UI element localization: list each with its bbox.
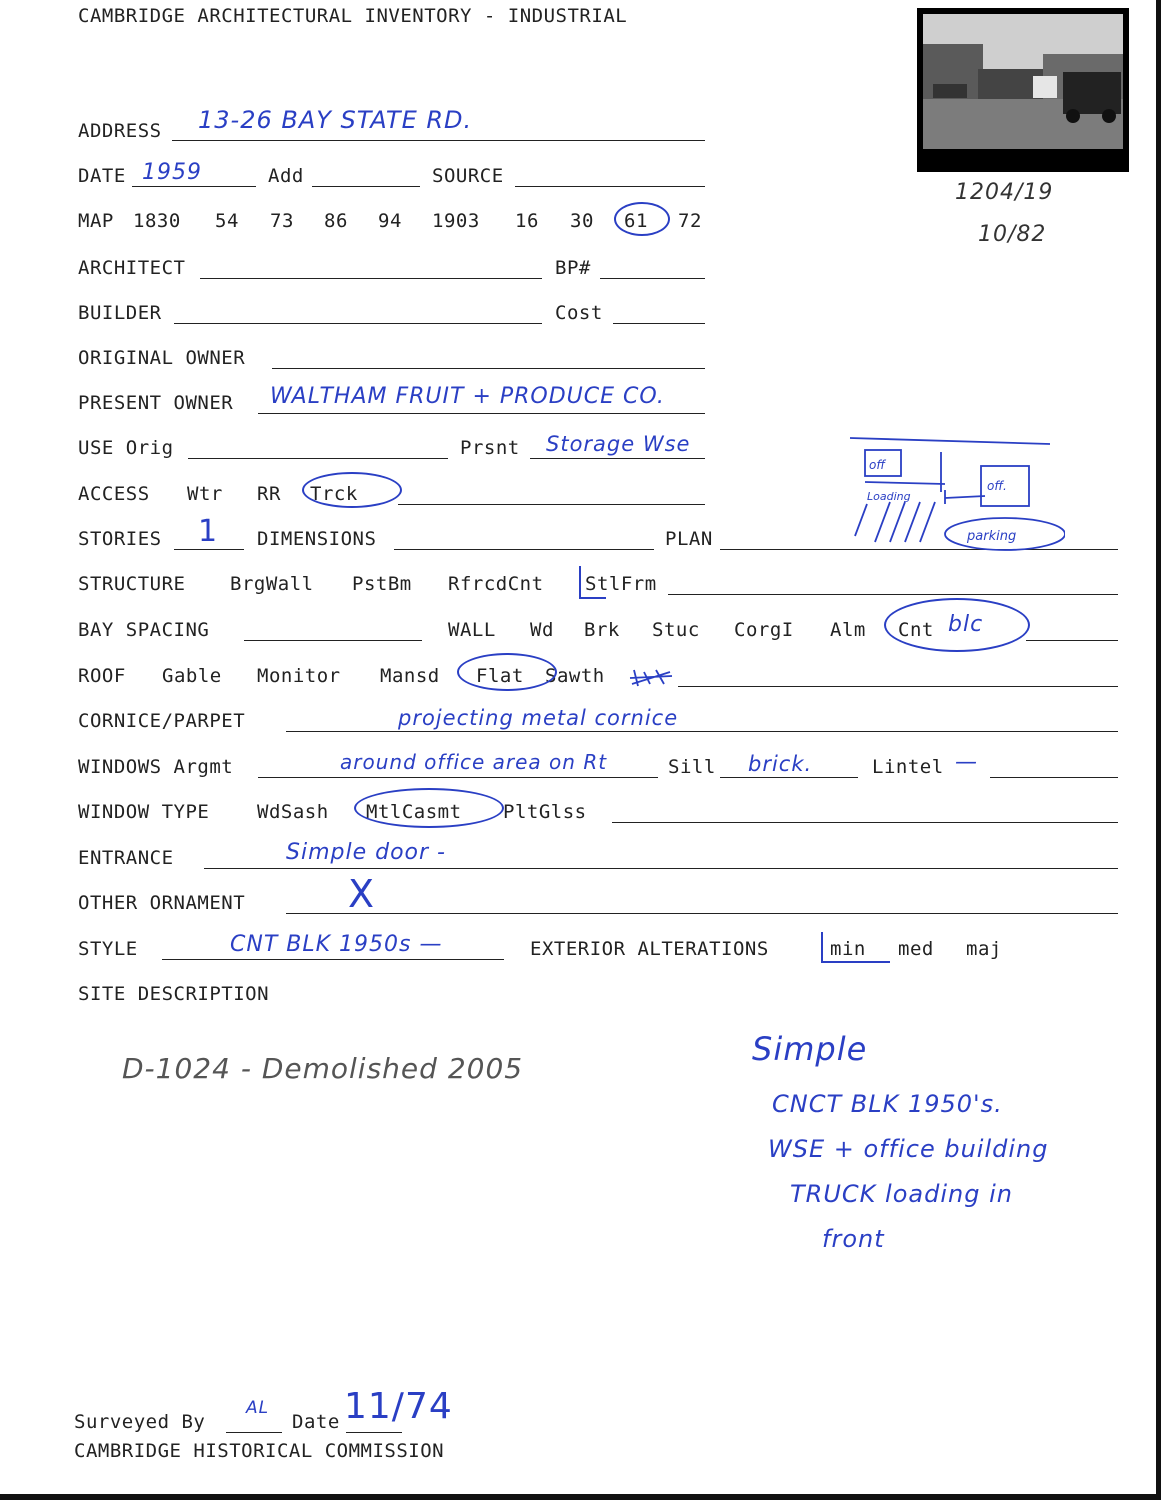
surveyed-by-value: AL xyxy=(246,1398,270,1418)
survey-date-line xyxy=(346,1432,402,1433)
exterior-alterations-label: EXTERIOR ALTERATIONS xyxy=(530,938,769,960)
map-30: 30 xyxy=(570,210,594,232)
photo-note-line2: 10/82 xyxy=(978,222,1047,247)
map-86: 86 xyxy=(324,210,348,232)
window-type-circle xyxy=(354,788,504,828)
use-present-label: Prsnt xyxy=(460,437,520,459)
summary-line3: WSE + office building xyxy=(768,1135,1049,1163)
structure-rfrcdcnt: RfrcdCnt xyxy=(448,573,544,595)
roof-gable: Gable xyxy=(162,665,222,687)
access-wtr: Wtr xyxy=(187,483,223,505)
map-61-circle xyxy=(614,202,670,236)
wall-value: blc xyxy=(948,612,984,637)
window-type-wdsash: WdSash xyxy=(257,801,329,823)
roof-label: ROOF xyxy=(78,665,126,687)
cornice-label: CORNICE/PARPET xyxy=(78,710,246,732)
window-type-label: WINDOW TYPE xyxy=(78,801,210,823)
map-16: 16 xyxy=(515,210,539,232)
access-line xyxy=(398,504,705,505)
original-owner-label: ORIGINAL OWNER xyxy=(78,347,246,369)
exterior-alterations-maj: maj xyxy=(966,938,1002,960)
stories-label: STORIES xyxy=(78,528,162,550)
photo-note-line1: 1204/19 xyxy=(955,180,1054,205)
form-title: CAMBRIDGE ARCHITECTURAL INVENTORY - INDUSTRIAL xyxy=(78,5,628,27)
stories-value: 1 xyxy=(198,514,219,549)
builder-label: BUILDER xyxy=(78,302,162,324)
wall-label: WALL xyxy=(448,619,496,641)
roof-mansd: Mansd xyxy=(380,665,440,687)
style-line xyxy=(162,959,504,960)
architect-label: ARCHITECT xyxy=(78,257,186,279)
structure-pstbm: PstBm xyxy=(352,573,412,595)
wall-cnt: Cnt xyxy=(898,619,934,641)
wall-stuc: Stuc xyxy=(652,619,700,641)
add-label: Add xyxy=(268,165,304,187)
access-trck: Trck xyxy=(310,483,358,505)
map-54: 54 xyxy=(215,210,239,232)
plan-label-parking: parking xyxy=(967,529,1017,544)
structure-stlfrm-mark xyxy=(574,562,608,602)
entrance-label: ENTRANCE xyxy=(78,847,174,869)
address-value: 13-26 BAY STATE RD. xyxy=(198,106,473,134)
source-line xyxy=(515,186,705,187)
cornice-line xyxy=(286,731,1118,732)
stories-line xyxy=(174,549,244,550)
present-owner-label: PRESENT OWNER xyxy=(78,392,234,414)
date-label: DATE xyxy=(78,165,126,187)
windows-value: around office area on Rt xyxy=(340,750,608,774)
windows-label: WINDOWS Argmt xyxy=(78,756,234,778)
plan-label: PLAN xyxy=(665,528,713,550)
windows-sill-value: brick. xyxy=(748,752,813,776)
style-label: STYLE xyxy=(78,938,138,960)
access-label: ACCESS xyxy=(78,483,150,505)
dimensions-line xyxy=(394,549,654,550)
scan-edge-bottom xyxy=(0,1494,1161,1500)
dimensions-label: DIMENSIONS xyxy=(257,528,377,550)
demolished-note: D-1024 - Demolished 2005 xyxy=(122,1052,524,1085)
use-present-value: Storage Wse xyxy=(546,432,691,456)
date-line xyxy=(132,186,256,187)
site-description-label: SITE DESCRIPTION xyxy=(78,983,270,1005)
source-label: SOURCE xyxy=(432,165,504,187)
summary-line2: CNCT BLK 1950's. xyxy=(772,1090,1003,1118)
plan-label-loading: Loading xyxy=(867,490,911,503)
original-owner-line xyxy=(272,368,705,369)
windows-lintel-value: — xyxy=(955,750,978,775)
map-label: MAP xyxy=(78,210,114,232)
wall-cnt-circle xyxy=(884,598,1030,652)
present-owner-line xyxy=(258,413,705,414)
cost-line xyxy=(613,323,705,324)
wall-line xyxy=(1026,640,1118,641)
access-trck-circle xyxy=(302,472,402,508)
other-ornament-value: X xyxy=(348,872,376,916)
surveyed-by-label: Surveyed By xyxy=(74,1411,206,1433)
wall-alm: Alm xyxy=(830,619,866,641)
roof-flat-circle xyxy=(457,653,557,691)
windows-sill-line xyxy=(720,777,858,778)
roof-scribble-mark xyxy=(626,664,676,690)
cost-label: Cost xyxy=(555,302,603,324)
exterior-alterations-min-mark xyxy=(816,930,894,968)
structure-stlfrm: StlFrm xyxy=(585,573,657,595)
structure-label: STRUCTURE xyxy=(78,573,186,595)
window-type-pltglss: PltGlss xyxy=(503,801,587,823)
exterior-alterations-min: min xyxy=(830,938,866,960)
address-line xyxy=(172,140,705,141)
bay-spacing-label: BAY SPACING xyxy=(78,619,210,641)
use-orig-label: USE Orig xyxy=(78,437,174,459)
map-1830: 1830 xyxy=(133,210,181,232)
windows-sill-label: Sill xyxy=(668,756,716,778)
scan-edge-right xyxy=(1156,0,1161,1500)
survey-date-value: 11/74 xyxy=(344,1386,453,1427)
commission-name: CAMBRIDGE HISTORICAL COMMISSION xyxy=(74,1440,445,1462)
bp-label: BP# xyxy=(555,257,591,279)
survey-date-label: Date xyxy=(292,1411,340,1433)
map-1903: 1903 xyxy=(432,210,480,232)
cornice-value: projecting metal cornice xyxy=(398,706,679,730)
date-value: 1959 xyxy=(142,160,202,185)
entrance-line xyxy=(204,868,1118,869)
style-value: CNT BLK 1950s — xyxy=(230,932,443,957)
other-ornament-line xyxy=(286,913,1118,914)
builder-line xyxy=(174,323,542,324)
structure-line xyxy=(668,594,1118,595)
summary-line1: Simple xyxy=(752,1030,868,1068)
plan-label-office: off xyxy=(869,458,886,472)
building-photo-icon xyxy=(923,14,1123,149)
surveyed-by-line xyxy=(226,1432,282,1433)
roof-flat: Flat xyxy=(476,665,524,687)
other-ornament-label: OTHER ORNAMENT xyxy=(78,892,246,914)
plan-label-office2: off. xyxy=(987,479,1007,493)
window-type-mtlcasmt: MtlCasmt xyxy=(366,801,462,823)
exterior-alterations-med: med xyxy=(898,938,934,960)
address-label: ADDRESS xyxy=(78,120,162,142)
wall-wd: Wd xyxy=(530,619,554,641)
access-rr: RR xyxy=(257,483,281,505)
window-type-line xyxy=(612,822,1118,823)
map-72: 72 xyxy=(678,210,702,232)
use-present-line xyxy=(530,458,705,459)
bay-spacing-line xyxy=(244,640,422,641)
summary-line5: front xyxy=(822,1225,885,1253)
summary-line4: TRUCK loading in xyxy=(790,1180,1013,1208)
use-orig-line xyxy=(188,458,448,459)
bp-line xyxy=(600,278,705,279)
present-owner-value: WALTHAM FRUIT + PRODUCE CO. xyxy=(270,384,665,409)
building-photo xyxy=(917,8,1129,172)
windows-line xyxy=(258,777,658,778)
wall-corgi: CorgI xyxy=(734,619,794,641)
roof-sawth: Sawth xyxy=(545,665,605,687)
roof-line xyxy=(678,686,1118,687)
windows-lintel-line xyxy=(990,777,1118,778)
add-line xyxy=(312,186,420,187)
map-61: 61 xyxy=(624,210,648,232)
plan-sketch xyxy=(845,432,1065,557)
architect-line xyxy=(200,278,542,279)
wall-brk: Brk xyxy=(584,619,620,641)
map-73: 73 xyxy=(270,210,294,232)
structure-brgwall: BrgWall xyxy=(230,573,314,595)
map-94: 94 xyxy=(378,210,402,232)
windows-lintel-label: Lintel xyxy=(872,756,944,778)
roof-monitor: Monitor xyxy=(257,665,341,687)
entrance-value: Simple door - xyxy=(286,840,446,865)
